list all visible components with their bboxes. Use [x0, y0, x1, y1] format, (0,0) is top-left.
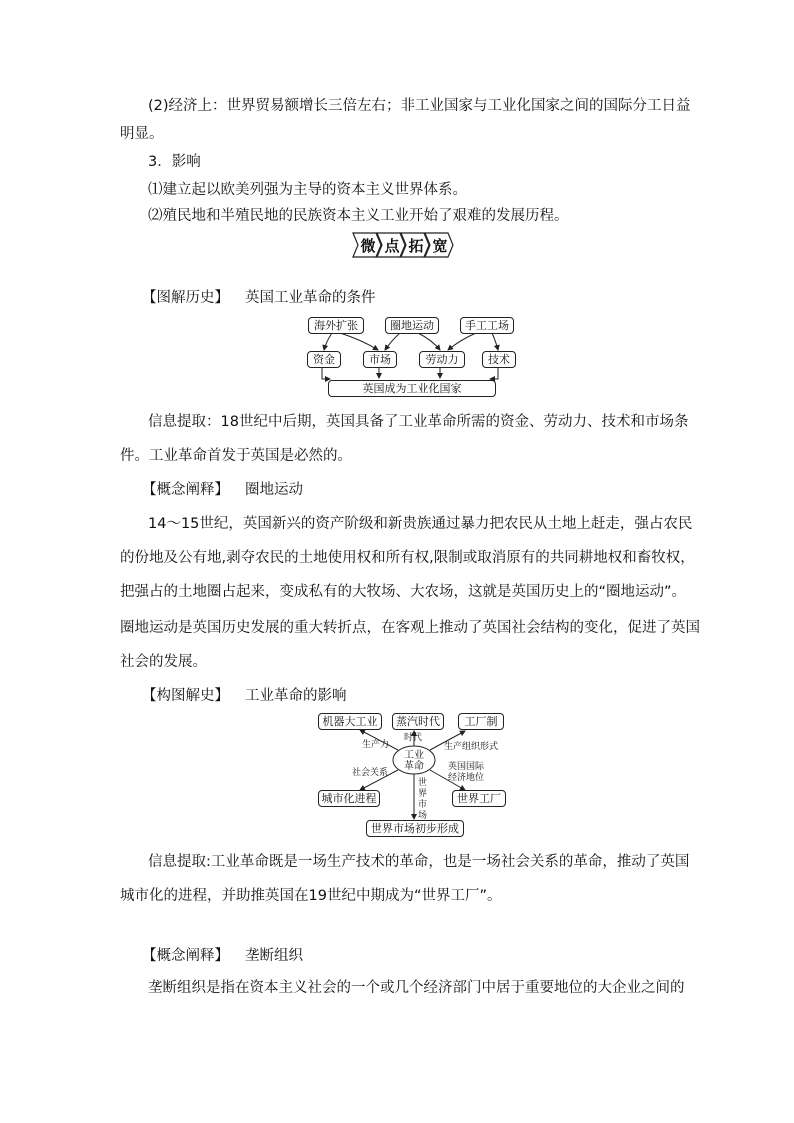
- section-title: 垄断组织: [245, 948, 303, 964]
- diagram-label-intl-status: 英国国际 经济地位: [448, 762, 485, 783]
- diagram-box-world-market: 世界市场初步形成: [366, 820, 464, 837]
- section-title: 英国工业革命的条件: [245, 290, 376, 306]
- banner-char: 宽: [432, 237, 448, 255]
- diagram-box-world-factory: 世界工厂: [452, 790, 506, 807]
- info-extraction-1-line1: 信息提取：18世纪中后期，英国具备了工业革命所需的资金、劳动力、技术和市场条: [148, 414, 689, 430]
- diagram-box-urbanization: 城市化进程: [318, 790, 380, 807]
- enclosure-para-line: 把强占的土地圈占起来，变成私有的大牧场、大农场，这就是英国历史上的“圈地运动”。: [120, 584, 687, 600]
- section-tag: 【图解历史】: [142, 290, 229, 306]
- banner-char: 微: [360, 237, 376, 255]
- banner-char: 点: [384, 237, 400, 255]
- diagram-center-label: 工业 革命: [404, 750, 424, 772]
- section-tag: 【构图解史】: [142, 688, 229, 704]
- paragraph-economy-line2: 明显。: [120, 126, 164, 142]
- monopoly-para-line1: 垄断组织是指在资本主义社会的一个或几个经济部门中居于重要地位的大企业之间的: [148, 980, 685, 996]
- diagram-label-productivity: 生产力: [362, 740, 390, 750]
- diagram-box-steam-age: 蒸汽时代: [392, 713, 444, 730]
- impact-item-1: ⑴建立起以欧美列强为主导的资本主义世界体系。: [148, 182, 467, 198]
- section-tag: 【概念阐释】: [142, 482, 229, 498]
- diagram-box-market: 市场: [363, 351, 397, 368]
- diagram-box-machine-industry: 机器大工业: [318, 713, 382, 730]
- paragraph-economy-line1: (2)经济上：世界贸易额增长三倍左右；非工业国家与工业化国家之间的国际分工日益: [148, 98, 691, 114]
- diagram-box-capital: 资金: [307, 351, 341, 368]
- diagram-label-world-market: 世界 市场: [418, 778, 428, 821]
- enclosure-para-line: 社会的发展。: [120, 654, 207, 670]
- diagram-label-social-relations: 社会关系: [352, 768, 389, 778]
- section-title: 工业革命的影响: [245, 688, 347, 704]
- info-extraction-2-line1: 信息提取:工业革命既是一场生产技术的革命，也是一场社会关系的革命，推动了英国: [148, 854, 690, 870]
- diagram-box-industrialized: 英国成为工业化国家: [328, 380, 496, 397]
- diagram-box-workshop: 手工工场: [460, 317, 514, 334]
- enclosure-para-line: 14～15世纪，英国新兴的资产阶级和新贵族通过暴力把农民从土地上赶走，强占农民: [148, 516, 693, 532]
- section-3-heading: 3．影响: [148, 154, 201, 170]
- enclosure-para-line: 圈地运动是英国历史发展的重大转折点，在客观上推动了英国社会结构的变化，促进了英国: [120, 620, 700, 636]
- diagram-label-era: 时代: [404, 733, 423, 743]
- section-title: 圈地运动: [245, 482, 303, 498]
- diagram-box-overseas-expansion: 海外扩张: [308, 317, 364, 334]
- section-heading-4: [142, 946, 303, 966]
- info-extraction-1-line2: 件。工业革命首发于英国是必然的。: [120, 448, 352, 464]
- diagram-box-technology: 技术: [482, 351, 516, 368]
- banner-char: 拓: [408, 237, 424, 255]
- diagram-box-enclosure: 圈地运动: [385, 317, 439, 334]
- diagram-label-org-form: 生产组织形式: [444, 742, 499, 752]
- diagram-box-labor: 劳动力: [419, 351, 465, 368]
- impact-item-2: ⑵殖民地和半殖民地的民族资本主义工业开始了艰难的发展历程。: [148, 208, 569, 224]
- diagram-box-factory-system: 工厂制: [458, 713, 504, 730]
- section-tag: 【概念阐释】: [142, 948, 229, 964]
- enclosure-para-line: 的份地及公有地,剥夺农民的土地使用权和所有权,限制或取消原有的共同耕地权和畜牧权，: [120, 550, 695, 566]
- info-extraction-2-line2: 城市化的进程，并助推英国在19世纪中期成为“世界工厂”。: [120, 888, 502, 904]
